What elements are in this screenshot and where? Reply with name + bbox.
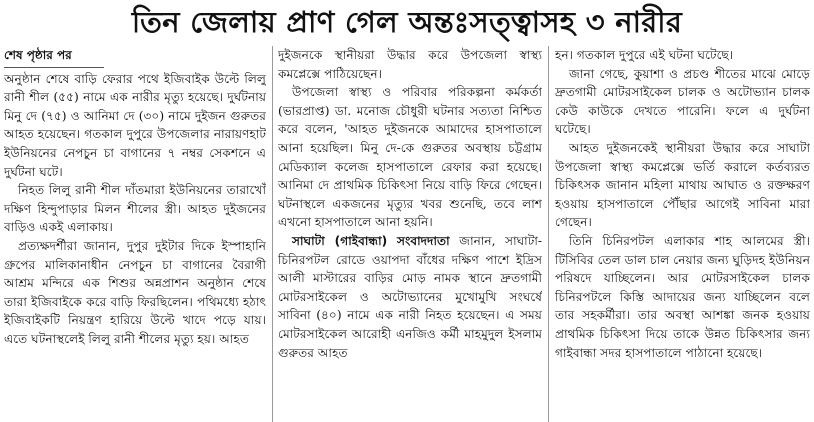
dateline-paragraph bbox=[278, 232, 542, 362]
dateline: সাঘাটা (গাইবান্ধা) সংবাদদাতা bbox=[292, 233, 450, 248]
continued-kicker: শেষ পৃষ্ঠার পর bbox=[4, 46, 104, 68]
column-divider bbox=[548, 46, 549, 422]
headline: তিন জেলায় প্রাণ গেল অন্তঃসত্ত্বাসহ ৩ নারীর bbox=[131, 5, 683, 39]
article-column-1 bbox=[4, 46, 266, 422]
paragraph: উপজেলা স্বাস্থ্য ও পরিবার পরিকল্পনা কর্মকর্তা (ভারপ্রাপ্ত) ডা. মনোজ চৌধুরী ঘটনার সত্যতা নিশ্চিত করে বলেন, 'আহত দুইজনকে আমাদের হাসপাতালে আনা হয়েছিল। মিনু দে-কে গুরুতর অবস্থায় চট্টগ্রাম মেডিক্যাল কলেজ হাসপাতালে রেফার করা হয়েছে। আনিমা দে প্রাথমিক চিকিৎসা নিয়ে বাড়ি ফিরে গেছেন। ঘটনাস্থলে একজনের মৃত্যুর খবর শুনেছি, তবে লাশ এখনো হাসপাতালে আনা হয়নি। bbox=[278, 85, 542, 230]
paragraph: জানা গেছে, কুয়াশা ও প্রচণ্ড শীতের মাঝে মোড়ে দ্রুতগামী মোটরসাইকেল চালক ও অটোভ্যান চালক কেউ কাউকে দেখতে পারেনি। ফলে এ দুর্ঘটনা ঘটেছে। bbox=[555, 66, 810, 137]
paragraph: নিহত লিলু রানী শীল দাঁতমারা ইউনিয়নের তারাখোঁ দক্ষিণ হিন্দুপাড়ার মিলন শীলের স্ত্রী। আহত দুইজনের বাড়িও একই এলাকায়। bbox=[4, 183, 266, 235]
paragraph: প্রত্যক্ষদর্শীরা জানান, দুপুর দুইটার দিকে ইস্পাহানি গ্রুপের মালিকানাধীন নেপচুন চা বাগানের বৈরাগী আশ্রম মন্দিরে এক শিশুর অন্নপ্রাশন অনুষ্ঠান শেষে তারা ইজিবাইকে করে বাড়ি ফিরছিলেন। পথিমধ্যে হঠাৎ ইজিবাইকটি নিয়ন্ত্রণ হারিয়ে উল্টে খাদে পড়ে যায়। এতে ঘটনাস্থলেই লিলু রানী শীলের মৃত্যু হয়। আহত bbox=[4, 238, 266, 346]
paragraph: আহত দুইজনকেই স্থানীয়রা উদ্ধার করে সাঘাটা উপজেলা স্বাস্থ্য কমপ্লেক্সে ভর্তি করালে কর্তব্যরত চিকিৎসক জানান মহিলা মাথায় আঘাত ও রক্তক্ষরণ হওয়ায় হাসপাতালে পৌঁছার আগেই সাবিনা মারা গেছেন। bbox=[555, 140, 810, 230]
paragraph: তিনি চিনিরপটল এলাকার শাহ আলমের স্ত্রী। টিসিবির তেল ডাল চাল নেয়ার জন্য ঘুড়িদহ ইউনিয়ন পরিষদে যাচ্ছিলেন। আর মোটরসাইকেল চালক চিনিরপটলে কিস্তি আদায়ের জন্য যাচ্ছিলেন বলে তার সহকর্মীরা। তার অবস্থা আশঙ্কা জনক হওয়ায় প্রাথমিক চিকিৎসা দিয়ে তাকে উন্নত চিকিৎসার জন্য গাইবান্ধা সদর হাসপাতালে পাঠানো হয়েছে। bbox=[555, 233, 810, 360]
paragraph: দুইজনকে স্থানীয়রা উদ্ধার করে উপজেলা স্বাস্থ্য কমপ্লেক্সে পাঠিয়েছেন। bbox=[278, 48, 542, 81]
dateline-text: জানান, সাঘাটা-চিনিরপটল রোডে ওয়াপদা বাঁধের দক্ষিণ পাশে ইদ্রিস আলী মাস্টারের বাড়ির মোড় নামক স্থানে দ্রুতগামী মোটরসাইকেল ও অটোভ্যানের মুখোমুখি সংঘর্ষে সাবিনা (৪০) নামে এক নারী নিহত হয়েছেন। এ সময় মোটরসাইকেল আরোহী এনজিও কর্মী মাহমুদুল ইসলাম গুরুতর আহত bbox=[278, 233, 542, 360]
paragraph: হন। গতকাল দুপুরে এই ঘটনা ঘটেছে। bbox=[555, 48, 734, 62]
article-column-3 bbox=[555, 46, 810, 422]
column-divider bbox=[272, 46, 273, 422]
paragraph: অনুষ্ঠান শেষে বাড়ি ফেরার পথে ইজিবাইক উল্টে লিলু রানী শীল (৫৫) নামে এক নারীর মৃত্যু হয়েছে। দুর্ঘটনায় মিনু দে (৭৫) ও আনিমা দে (৩০) নামে দুইজন গুরুতর আহত হয়েছেন। গতকাল দুপুরে উপজেলার নারায়ণহাট ইউনিয়নের নেপচুন চা বাগানের ৭ নম্বর সেকশনে এ দুর্ঘটনা ঘটে। bbox=[4, 71, 266, 179]
article-column-2 bbox=[278, 46, 542, 422]
